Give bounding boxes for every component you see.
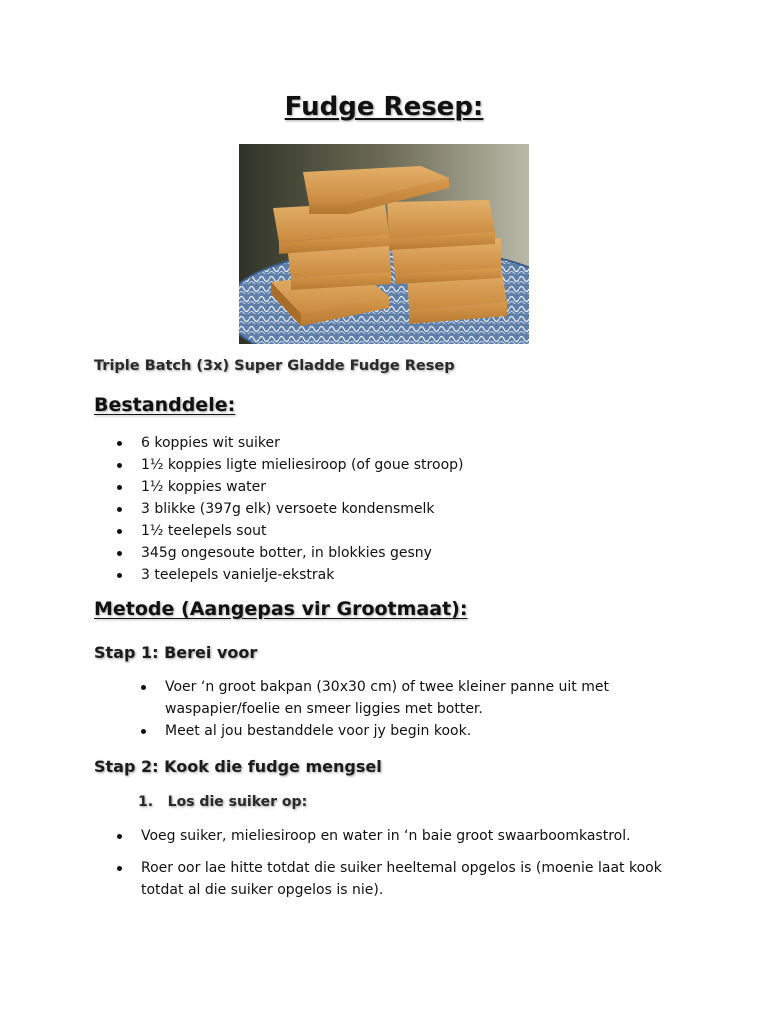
substep-heading: 1. Los die suiker op:	[138, 794, 308, 810]
step-1-list	[141, 676, 681, 742]
list-item: 6 koppies wit suiker	[117, 432, 677, 454]
list-item: 1½ koppies ligte mieliesiroop (of goue stroop)	[117, 454, 677, 476]
list-item: 1½ teelepels sout	[117, 520, 677, 542]
list-item: Meet al jou bestanddele voor jy begin kook.	[141, 720, 681, 742]
list-item: Voeg suiker, mieliesiroop en water in ‘n baie groot swaarboomkastrol.	[117, 825, 697, 847]
list-item: 1½ koppies water	[117, 476, 677, 498]
fudge-photo	[239, 144, 529, 344]
recipe-subtitle: Triple Batch (3x) Super Gladde Fudge Resep	[94, 358, 455, 374]
step-2-list	[117, 825, 697, 911]
list-item: 3 teelepels vanielje-ekstrak	[117, 564, 677, 586]
step-1-heading: Stap 1: Berei voor	[94, 643, 258, 662]
list-item: 3 blikke (397g elk) versoete kondensmelk	[117, 498, 677, 520]
method-heading: Metode (Aangepas vir Grootmaat):	[94, 598, 468, 620]
list-item: Voer ‘n groot bakpan (30x30 cm) of twee kleiner panne uit met waspapier/foelie en smeer liggies met botter.	[141, 676, 681, 720]
ingredients-list	[117, 432, 677, 586]
list-item: 345g ongesoute botter, in blokkies gesny	[117, 542, 677, 564]
list-item: Roer oor lae hitte totdat die suiker heeltemal opgelos is (moenie laat kook totdat al die suiker opgelos is nie).	[117, 857, 697, 901]
step-2-heading: Stap 2: Kook die fudge mengsel	[94, 757, 382, 776]
ingredients-heading: Bestanddele:	[94, 394, 236, 416]
document-title: Fudge Resep:	[284, 92, 484, 122]
fudge-piece	[387, 200, 495, 250]
